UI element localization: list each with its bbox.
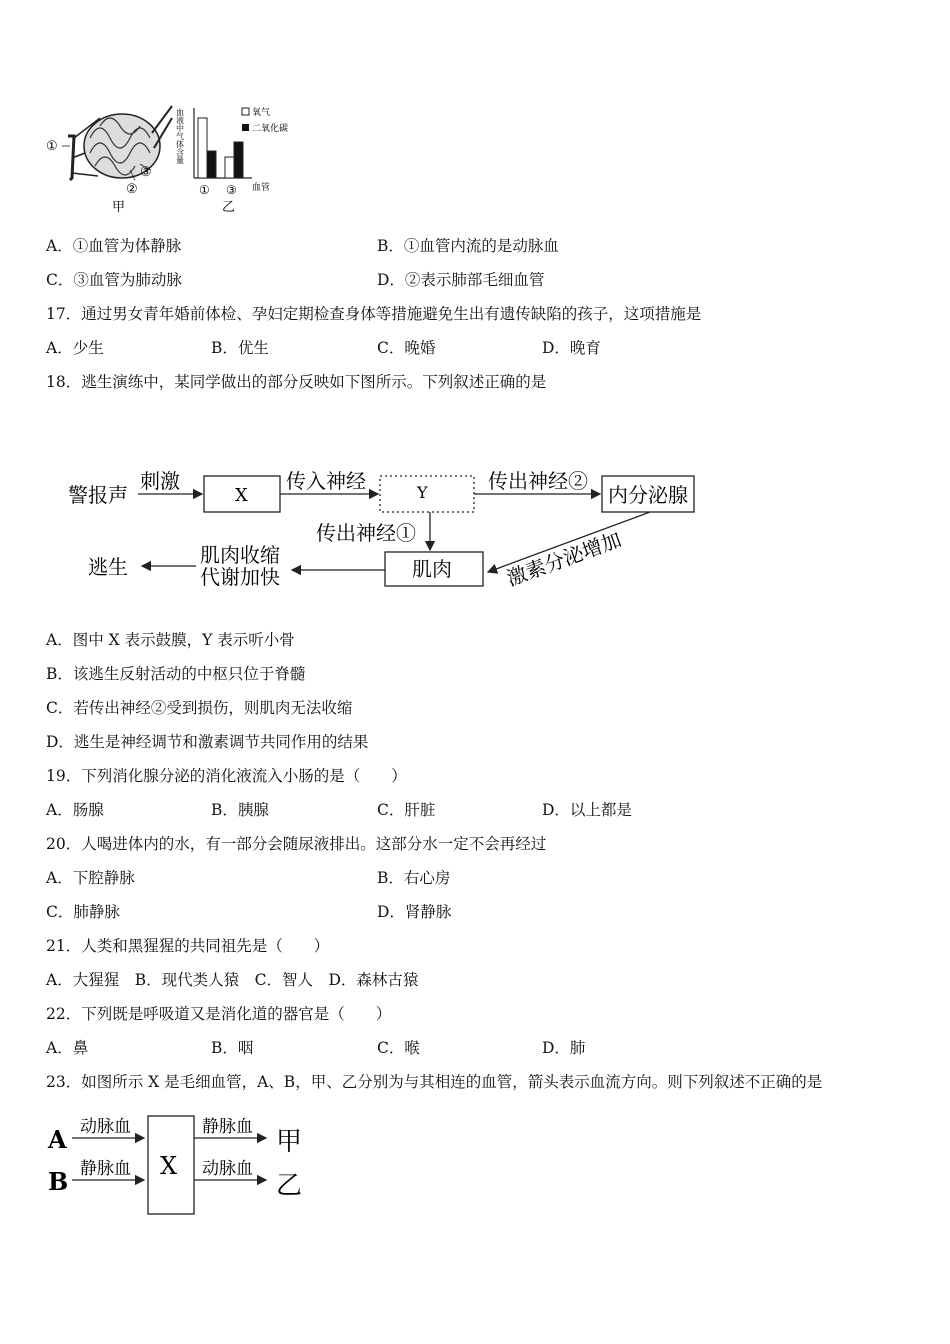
chart-ylabel: 血液中气体含量 <box>175 108 185 164</box>
q19-option-a[interactable]: A．肠腺 <box>46 801 104 819</box>
q22-option-d[interactable]: D．肺 <box>542 1039 586 1057</box>
legend-o2-label: 氧气 <box>252 108 271 118</box>
fig16-caption-a: 甲 <box>112 200 126 215</box>
bar-co2-2 <box>234 142 243 178</box>
fig18-escape: 逃生 <box>88 555 128 579</box>
q16-figure <box>40 98 310 218</box>
fig23-jia: 甲 <box>276 1127 303 1157</box>
bar-o2-1 <box>198 118 207 178</box>
chart-tick-3: ③ <box>226 183 237 197</box>
fig18-contract-2: 代谢加快 <box>200 565 280 589</box>
fig18-afferent: 传入神经 <box>286 469 366 493</box>
q18-option-d[interactable]: D．逃生是神经调节和激素调节共同作用的结果 <box>46 733 369 751</box>
q17-option-d[interactable]: D．晚育 <box>542 339 601 357</box>
fig23-jia-out: 静脉血 <box>202 1117 253 1137</box>
q20-option-a[interactable]: A．下腔静脉 <box>46 869 135 887</box>
fig18-hormone: 激素分泌增加 <box>503 527 625 591</box>
q17-option-b[interactable]: B．优生 <box>211 339 269 357</box>
legend-co2-label: 二氧化碳 <box>252 124 289 134</box>
q19-option-b[interactable]: B．胰腺 <box>211 801 269 819</box>
q22-option-a[interactable]: A．鼻 <box>46 1039 89 1057</box>
q17-stem: 17．通过男女青年婚前体检、孕妇定期检查身体等措施避免生出有遗传缺陷的孩子，这项措施是 <box>46 305 702 323</box>
fig23-yi: 乙 <box>276 1171 303 1201</box>
legend-co2-swatch <box>242 124 249 131</box>
q19-option-d[interactable]: D．以上都是 <box>542 801 632 819</box>
q16-option-b[interactable]: B．①血管内流的是动脉血 <box>377 237 559 255</box>
q18-flow-diagram <box>60 460 710 600</box>
q23-figure <box>44 1110 324 1220</box>
fig23-yi-out: 动脉血 <box>202 1159 253 1179</box>
chart-tick-1: ① <box>199 183 210 197</box>
fig18-alarm: 警报声 <box>68 483 128 507</box>
legend-o2-swatch <box>242 108 249 115</box>
fig18-efferent2: 传出神经② <box>488 469 588 493</box>
fig23-b: B <box>48 1167 69 1196</box>
fig16-label-3: ③ <box>140 165 152 180</box>
fig18-contract-1: 肌肉收缩 <box>200 543 280 567</box>
q20-option-b[interactable]: B．右心房 <box>377 869 451 887</box>
bar-co2-1 <box>207 151 216 178</box>
q22-stem: 22．下列既是呼吸道又是消化道的器官是（ ） <box>46 1005 392 1023</box>
q20-stem: 20．人喝进体内的水，有一部分会随尿液排出。这部分水一定不会再经过 <box>46 835 547 853</box>
q21-stem: 21．人类和黑猩猩的共同祖先是（ ） <box>46 937 330 955</box>
fig18-muscle: 肌肉 <box>412 557 452 581</box>
fig23-a: A <box>48 1125 67 1154</box>
q16-option-c[interactable]: C．③血管为肺动脉 <box>46 271 182 289</box>
fig18-y: Y <box>417 483 428 502</box>
q20-option-d[interactable]: D．肾静脉 <box>377 903 452 921</box>
fig16-label-2: ② <box>126 182 138 197</box>
vessel-diagram <box>62 106 172 180</box>
q17-option-a[interactable]: A．少生 <box>46 339 104 357</box>
q18-stem: 18．逃生演练中，某同学做出的部分反映如下图所示。下列叙述正确的是 <box>46 373 547 391</box>
q16-option-a[interactable]: A．①血管为体静脉 <box>46 237 182 255</box>
q18-option-b[interactable]: B．该逃生反射活动的中枢只位于脊髓 <box>46 665 306 683</box>
q22-option-b[interactable]: B．咽 <box>211 1039 254 1057</box>
q17-option-c[interactable]: C．晚婚 <box>377 339 436 357</box>
fig16-label-1: ① <box>46 139 58 154</box>
bar-chart <box>176 106 289 197</box>
chart-xlabel: 血管 <box>252 183 271 193</box>
q23-stem: 23．如图所示 X 是毛细血管，A、B，甲、乙分别为与其相连的血管，箭头表示血流方向。则下列叙述不正确的是 <box>46 1073 823 1091</box>
q18-option-c[interactable]: C．若传出神经②受到损伤，则肌肉无法收缩 <box>46 699 353 717</box>
fig23-x: X <box>160 1152 178 1180</box>
fig23-b-in: 静脉血 <box>80 1159 131 1179</box>
fig16-caption-b: 乙 <box>222 200 236 215</box>
fig23-a-in: 动脉血 <box>80 1117 131 1137</box>
bar-o2-2 <box>225 157 234 178</box>
q19-option-c[interactable]: C．肝脏 <box>377 801 436 819</box>
q21-options[interactable]: A．大猩猩 B．现代类人猿 C．智人 D．森林古猿 <box>46 971 419 989</box>
fig18-gland: 内分泌腺 <box>608 483 688 507</box>
fig18-x: X <box>235 485 248 506</box>
q19-stem: 19．下列消化腺分泌的消化液流入小肠的是（ ） <box>46 767 407 785</box>
q18-option-a[interactable]: A．图中 X 表示鼓膜，Y 表示听小骨 <box>46 631 295 649</box>
q20-option-c[interactable]: C．肺静脉 <box>46 903 120 921</box>
fig18-efferent1: 传出神经① <box>316 521 416 545</box>
fig18-stimulus: 刺激 <box>140 469 180 493</box>
q22-option-c[interactable]: C．喉 <box>377 1039 420 1057</box>
q16-option-d[interactable]: D．②表示肺部毛细血管 <box>377 271 545 289</box>
